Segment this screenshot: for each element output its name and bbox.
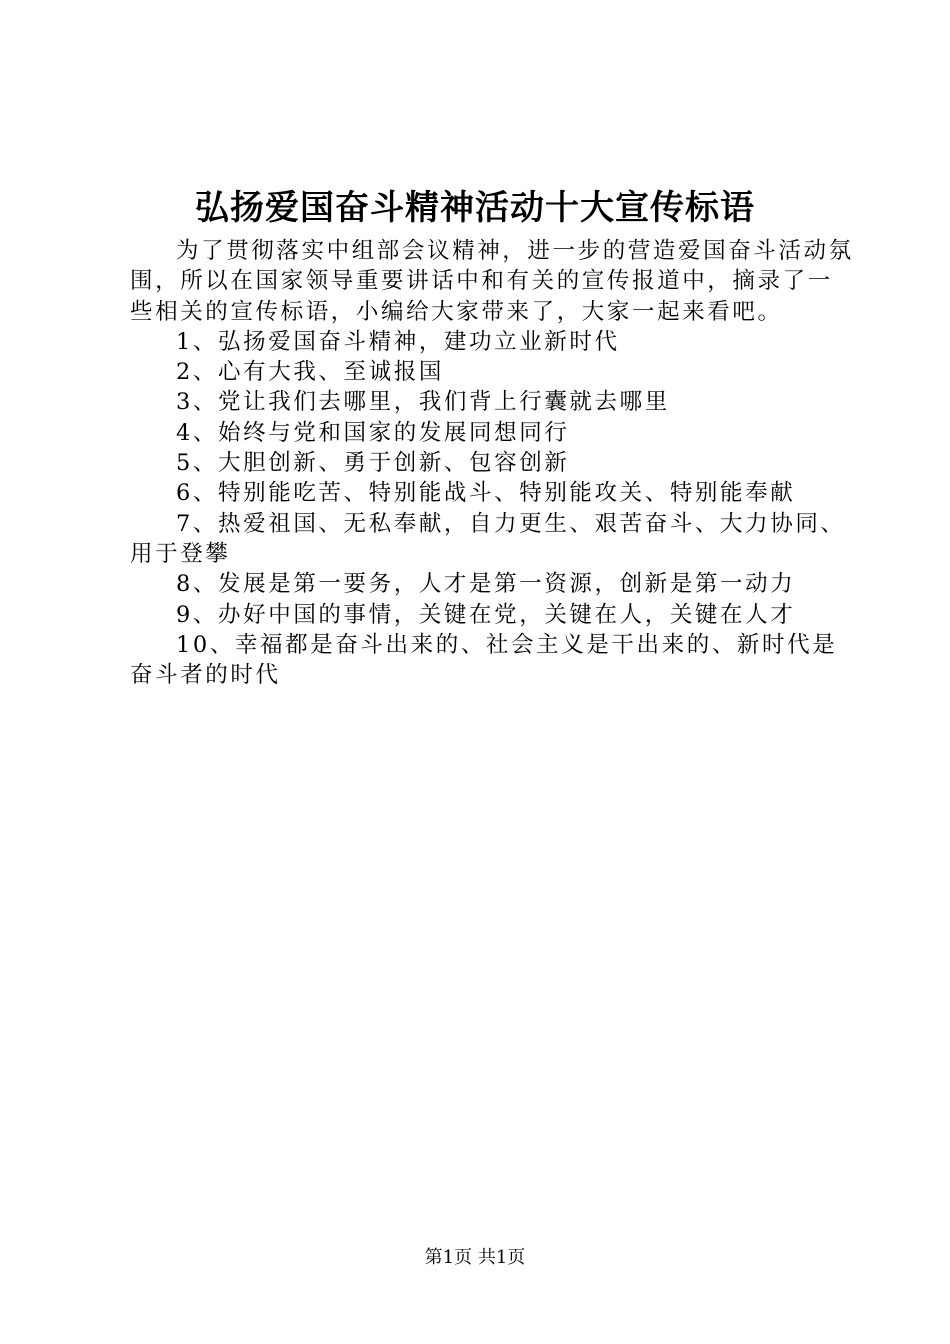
slogan-item-7: 7、热爱祖国、无私奉献，自力更生、艰苦奋斗、大力协同、用于登攀 [130,510,846,567]
document-title: 弘扬爱国奋斗精神活动十大宣传标语 [195,188,755,228]
document-body [130,236,855,690]
slogan-item-8: 8、发展是第一要务，人才是第一资源，创新是第一动力 [176,571,796,598]
slogan-item-10: 10、幸福都是奋斗出来的、社会主义是干出来的、新时代是奋斗者的时代 [130,631,838,689]
slogan-item-5: 5、大胆创新、勇于创新、包容创新 [176,450,570,477]
page-footer: 第1页 共1页 [424,1247,526,1268]
slogan-item-3: 3、党让我们去哪里，我们背上行囊就去哪里 [176,389,670,416]
intro-paragraph: 为了贯彻落实中组部会议精神，进一步的营造爱国奋斗活动氛围，所以在国家领导重要讲话中和有关的宣传报道中，摘录了一些相关的宣传标语，小编给大家带来了，大家一起来看吧。 [130,238,854,325]
slogan-item-6: 6、特别能吃苦、特别能战斗、特别能攻关、特别能奉献 [176,480,796,507]
slogan-item-1: 1、弘扬爱国奋斗精神，建功立业新时代 [176,328,620,355]
slogan-item-9: 9、办好中国的事情，关键在党，关键在人，关键在人才 [176,601,796,628]
slogan-item-4: 4、始终与党和国家的发展同想同行 [176,419,570,446]
slogan-list [130,327,855,691]
slogan-item-2: 2、心有大我、至诚报国 [176,359,444,386]
